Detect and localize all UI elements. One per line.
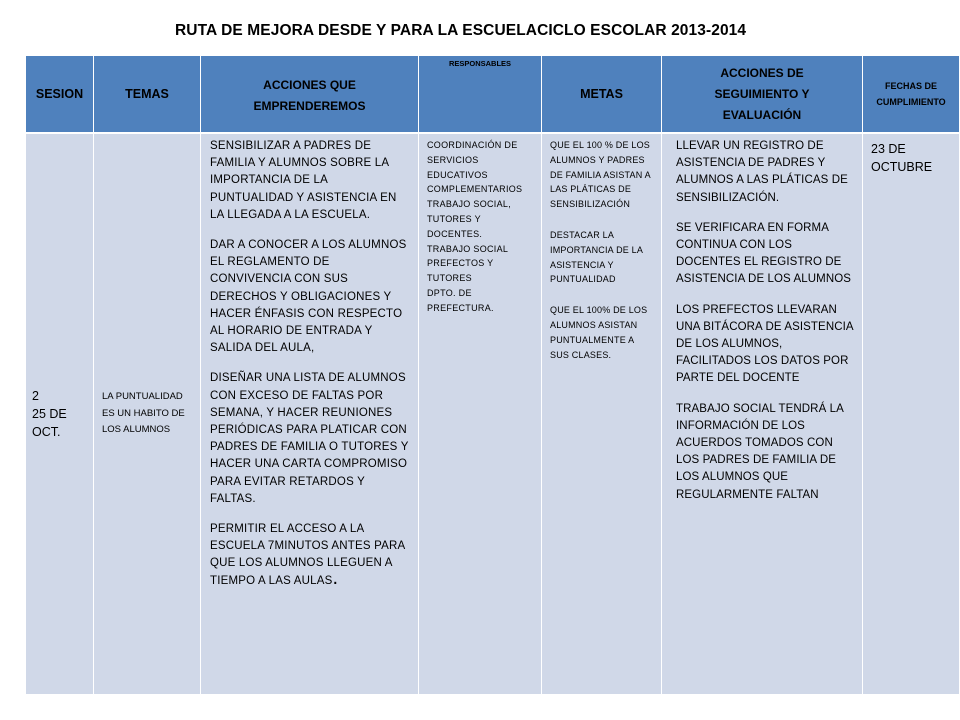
plan-table [26,56,959,694]
meta-item: DESTACAR LA IMPORTANCIA DE LA ASISTENCIA Y PUNTUALIDAD [550,229,643,285]
sesion-date: 25 DE OCT. [32,407,67,439]
header-seguimiento [662,56,863,132]
seguimiento-item: SE VERIFICARA EN FORMA CONTINUA CON LOS DOCENTES EL REGISTRO DE ASISTENCIA DE LOS ALUMNOS [676,221,852,286]
responsable-item: COORDINACIÓN DE SERVICIOS EDUCATIVOS COMPLEMENTARIOS TRABAJO SOCIAL, TUTORES Y DOCENTES. [427,140,523,239]
seguimiento-item: TRABAJO SOCIAL TENDRÁ LA INFORMACIÓN DE LOS ACUERDOS TOMADOS CON LOS PADRES DE FAMILIA DE LOS ALUMNOS QUE REGULARMENTE FALTAN [676,402,844,501]
cell-tema [94,134,201,694]
cell-acciones [201,134,419,694]
page-title: RUTA DE MEJORA DESDE Y PARA LA ESCUELACICLO ESCOLAR 2013-2014 [175,22,747,39]
tema-text: LA PUNTUALIDAD ES UN HABITO DE LOS ALUMNOS [102,391,185,436]
header-acciones [201,56,419,132]
cell-seguimiento [662,134,863,694]
accion-item: SENSIBILIZAR A PADRES DE FAMILIA Y ALUMNOS SOBRE LA IMPORTANCIA DE LA PUNTUALIDAD Y ASISTENCIA EN LA LLEGADA A LA ESCUELA. [210,140,397,221]
header-seguimiento-label: ACCIONES DE SEGUIMIENTO Y EVALUACIÓN [714,65,810,122]
responsable-item: TRABAJO SOCIAL PREFECTOS Y TUTORES [427,243,508,284]
header-fechas-label: FECHAS DE CUMPLIMIENTO [876,81,946,107]
header-metas: METAS [542,56,662,132]
accion-item: DISEÑAR UNA LISTA DE ALUMNOS CON EXCESO DE FALTAS POR SEMANA, Y HACER REUNIONES PERIÓDICAS PARA PLATICAR CON PADRES DE FAMILIA O TUTORES Y HACER UNA CARTA COMPROMISO PARA EVITAR RETARDOS Y FALTAS. [210,372,409,505]
sesion-number: 2 [32,389,39,403]
header-temas: TEMAS [94,56,201,132]
header-responsables: RESPONSABLES [419,56,542,132]
fecha-text: 23 DE OCTUBRE [871,142,933,174]
meta-item: QUE EL 100 % DE LOS ALUMNOS Y PADRES DE FAMILIA ASISTAN A LAS PLÁTICAS DE SENSIBILIZACIÓN [550,140,651,210]
cell-responsables [419,134,542,694]
cell-fecha [863,134,959,694]
accion-last-text: PERMITIR EL ACCESO A LA ESCUELA 7MINUTOS ANTES PARA QUE LOS ALUMNOS LLEGUEN A TIEMPO A LAS AULAS [210,523,405,587]
seguimiento-item: LOS PREFECTOS LLEVARAN UNA BITÁCORA DE ASISTENCIA DE LOS ALUMNOS, FACILITADOS LOS DATOS POR PARTE DEL DOCENTE [676,303,854,385]
cell-sesion [26,134,94,694]
accion-item: DAR A CONOCER A LOS ALUMNOS EL REGLAMENTO DE CONVIVENCIA CON SUS DERECHOS Y OBLIGACIONES Y HACER ÉNFASIS CON RESPECTO AL HORARIO DE ENTRADA Y SALIDA DEL AULA, [210,239,407,355]
cell-metas [542,134,662,694]
header-sesion: SESION [26,56,94,132]
seguimiento-item: LLEVAR UN REGISTRO DE ASISTENCIA DE PADRES Y ALUMNOS A LAS PLÁTICAS DE SENSIBILIZACIÓN. [676,140,848,204]
responsable-item: DPTO. DE PREFECTURA. [427,287,494,313]
meta-item: QUE EL 100% DE LOS ALUMNOS ASISTAN PUNTUALMENTE A SUS CLASES. [550,305,648,360]
header-fechas [863,56,959,132]
accion-item-last [210,521,409,590]
header-acciones-label: ACCIONES QUE EMPRENDEREMOS [253,78,366,113]
accion-end-mark: . [332,566,339,589]
